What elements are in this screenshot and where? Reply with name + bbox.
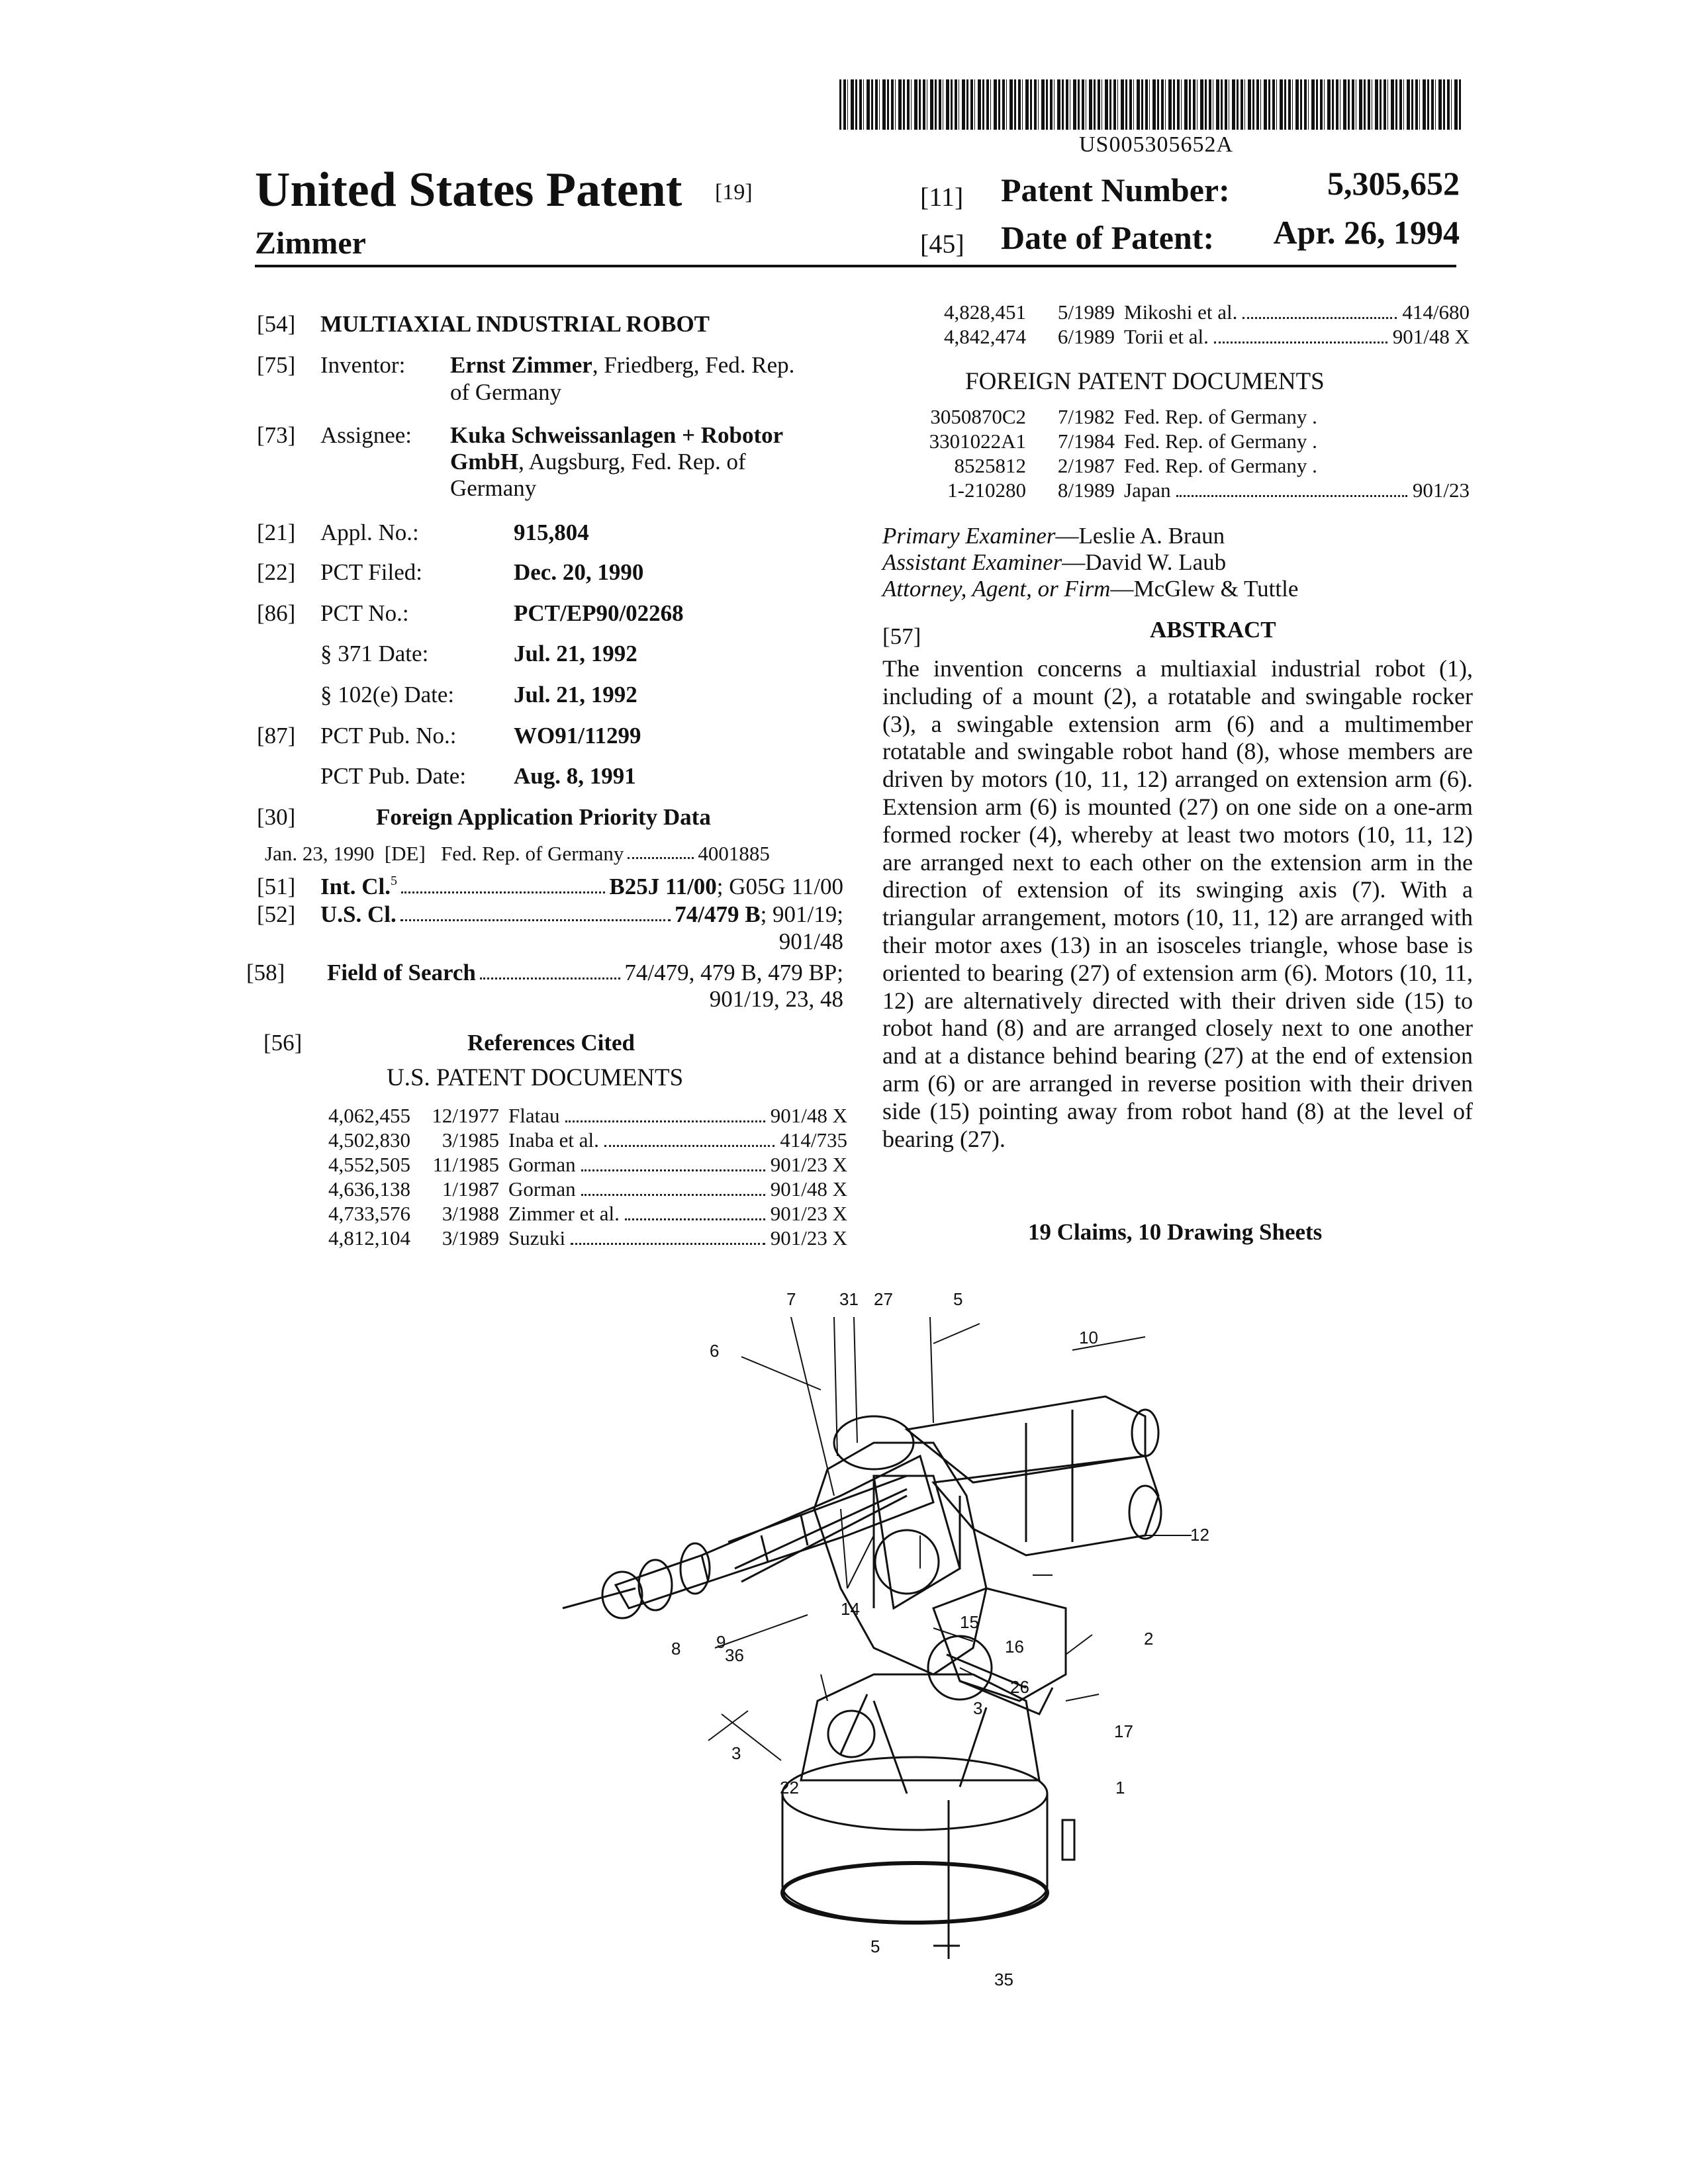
reference-name: Flatau: [508, 1104, 560, 1127]
figure-label: 16: [1005, 1637, 1024, 1657]
reference-date: 6/1989: [1057, 325, 1115, 348]
figure-label: 22: [780, 1778, 799, 1797]
figure-label: 3: [731, 1743, 741, 1763]
reference-class: 901/48 X: [770, 1104, 847, 1127]
reference-row: [907, 325, 1470, 349]
assistant-examiner: Assistant Examiner—David W. Laub: [882, 549, 1227, 575]
reference-name: Zimmer et al.: [508, 1202, 620, 1225]
assignee-name: Kuka Schweissanlagen + Robotor: [450, 422, 784, 448]
pct-pub-no-value: WO91/11299: [514, 723, 641, 749]
reference-row: [907, 405, 1470, 429]
patent-number-code: [11]: [920, 182, 964, 212]
pct-pub-date-label: PCT Pub. Date:: [320, 763, 467, 789]
reference-number: 4,842,474: [944, 325, 1026, 348]
field-54-code: [54]: [257, 311, 296, 337]
reference-name: Fed. Rep. of Germany .: [1124, 405, 1317, 428]
patent-date: Apr. 26, 1994: [1273, 214, 1460, 251]
reference-number: 3301022A1: [929, 430, 1026, 453]
reference-class: 901/23 X: [770, 1202, 847, 1225]
base-top: [782, 1757, 1047, 1830]
assignee-label: Assignee:: [320, 422, 412, 448]
attorney: Attorney, Agent, or Firm—McGlew & Tuttle: [882, 576, 1299, 602]
reference-number: 1-210280: [947, 478, 1026, 502]
reference-name: Fed. Rep. of Germany .: [1124, 430, 1317, 453]
figure-label: 5: [870, 1936, 880, 1956]
dot-leader: [604, 1128, 775, 1147]
inventor-value: Ernst Zimmer, Friedberg, Fed. Rep.: [450, 352, 795, 378]
reference-row: [907, 430, 1470, 453]
reference-date: 3/1988: [442, 1202, 499, 1225]
dot-leader: [1243, 300, 1397, 319]
s102-value: Jul. 21, 1992: [514, 682, 637, 707]
rocker-window: [874, 1476, 960, 1608]
dot-leader: [1214, 325, 1387, 343]
reference-number: 4,636,138: [328, 1177, 410, 1201]
reference-date: 3/1985: [442, 1128, 499, 1152]
reference-date: 12/1977: [432, 1104, 499, 1127]
reference-name: Inaba et al.: [508, 1128, 599, 1152]
pct-no-label: PCT No.:: [320, 600, 409, 626]
priority-title: Foreign Application Priority Data: [376, 804, 711, 830]
figure-label: 5: [953, 1289, 963, 1309]
reference-date: 5/1989: [1057, 300, 1115, 324]
reference-row: [291, 1153, 847, 1177]
field-52-code: [52]: [257, 901, 296, 927]
figure-label: 27: [874, 1289, 893, 1309]
patent-number-label: Patent Number:: [1001, 171, 1230, 208]
motor-26: [875, 1530, 939, 1594]
field-search-line2: 901/19, 23, 48: [709, 986, 843, 1012]
field-86-code: [86]: [257, 600, 296, 626]
reference-class: 901/23 X: [770, 1226, 847, 1250]
figure-label: 7: [786, 1289, 796, 1309]
reference-class: 901/23: [1412, 478, 1470, 502]
date-label: Date of Patent:: [1001, 219, 1215, 256]
reference-name: Fed. Rep. of Germany .: [1124, 454, 1317, 477]
figure-label: 36: [725, 1645, 744, 1665]
appl-no-label: Appl. No.:: [320, 520, 419, 545]
abstract-title: ABSTRACT: [1150, 617, 1276, 643]
reference-name: Gorman: [508, 1177, 576, 1201]
abstract-text: The invention concerns a multiaxial industrial robot (1), including of a mount (2), a rotatable and swingable rocker (3), a swingable extension arm (6) and a multimember rotatable and swingable robot hand (8), whose members are driven by motors (10, 11, 12) arranged on extension arm (6). Extension arm (6) is mounted (27) on one side on a one-arm formed rocker (4), whereby at least two motors (10, 11, 12) are arranged next to each other on the extension arm in the direction of extension of its swinging axis (7). With a triangular arrangement, motors (10, 11, 12) are arranged with their motor axes (13) in an isosceles triangle, whose base is oriented to bearing (27) of extension arm (6). Motors (10, 11, 12) are alternatively directed with their driven side (15) to robot hand (8) and are arranged closely next to one another and at a distance behind bearing (27) at the end of extension arm (6) or are arranged in reverse position with their driven side (15) pointing away from robot hand (8) at the level of bearing (27).: [882, 655, 1473, 1152]
figure-label: 12: [1190, 1525, 1209, 1545]
us-cl-line2: 901/48: [778, 929, 843, 954]
us-cl-row: U.S. Cl. 74/479 B ; 901/19;: [320, 901, 843, 927]
assignee-line2: GmbH, Augsburg, Fed. Rep. of: [450, 449, 746, 475]
dot-leader: [581, 1177, 765, 1196]
reference-number: 4,828,451: [944, 300, 1026, 324]
pct-pub-no-label: PCT Pub. No.:: [320, 723, 457, 749]
barcode: [839, 79, 1462, 130]
header-rule: [255, 265, 1456, 267]
figure-label: 26: [1010, 1677, 1029, 1697]
assignee-line3: Germany: [450, 475, 537, 501]
foreign-docs-title: FOREIGN PATENT DOCUMENTS: [965, 368, 1325, 395]
reference-row: [291, 1177, 847, 1201]
reference-date: 1/1987: [442, 1177, 499, 1201]
pct-pub-date-value: Aug. 8, 1991: [514, 763, 636, 789]
reference-date: 8/1989: [1057, 478, 1115, 502]
pct-no-value: PCT/EP90/02268: [514, 600, 684, 626]
reference-number: 3050870C2: [930, 405, 1026, 428]
reference-number: 8525812: [954, 454, 1026, 477]
reference-name: Suzuki: [508, 1226, 566, 1250]
figure-label: 10: [1079, 1328, 1098, 1347]
reference-class: 901/48 X: [770, 1177, 847, 1201]
reference-class: 414/735: [780, 1128, 847, 1152]
reference-date: 7/1982: [1057, 405, 1115, 428]
reference-name: Mikoshi et al.: [1124, 300, 1238, 324]
inventor-label: Inventor:: [320, 352, 406, 378]
field-56-code: [56]: [263, 1030, 303, 1056]
reference-row: [907, 454, 1470, 478]
date-code: [45]: [920, 229, 964, 259]
reference-date: 11/1985: [432, 1153, 499, 1176]
figure-label: 8: [671, 1639, 681, 1659]
figure-label: 1: [1115, 1778, 1125, 1797]
reference-name: Japan: [1124, 478, 1171, 502]
gear-hub: [828, 1711, 874, 1757]
reference-class: 901/23 X: [770, 1153, 847, 1176]
dot-leader: [625, 1202, 765, 1220]
figure-label: 31: [839, 1289, 859, 1309]
claims-line: 19 Claims, 10 Drawing Sheets: [1028, 1219, 1323, 1245]
dot-leader: [581, 1153, 765, 1171]
reference-row: [291, 1104, 847, 1128]
figure-label: 9: [716, 1632, 726, 1652]
reference-number: 4,062,455: [328, 1104, 410, 1127]
reference-date: 2/1987: [1057, 454, 1115, 477]
pct-filed-label: PCT Filed:: [320, 559, 422, 585]
figure-label: 17: [1114, 1721, 1133, 1741]
base-ring: [782, 1863, 1047, 1923]
inventor-surname: Zimmer: [255, 226, 366, 261]
us-docs-title: U.S. PATENT DOCUMENTS: [387, 1064, 684, 1091]
dot-leader: [1176, 478, 1407, 497]
document-title: United States Patent: [255, 163, 682, 217]
figure-label: 2: [1144, 1629, 1154, 1649]
figure-label: 3: [973, 1698, 983, 1718]
reference-name: Torii et al.: [1124, 325, 1209, 348]
field-30-code: [30]: [257, 804, 296, 830]
reference-row: [907, 478, 1470, 502]
base-cylinder: [782, 1794, 1047, 1923]
reference-date: 3/1989: [442, 1226, 499, 1250]
s371-label: § 371 Date:: [320, 641, 429, 666]
reference-number: 4,812,104: [328, 1226, 410, 1250]
reference-number: 4,502,830: [328, 1128, 410, 1152]
s371-value: Jul. 21, 1992: [514, 641, 637, 666]
field-75-code: [75]: [257, 352, 296, 378]
patent-number: 5,305,652: [1327, 165, 1460, 202]
field-22-code: [22]: [257, 559, 296, 585]
reference-name: Gorman: [508, 1153, 576, 1176]
field-58-code: [58]: [246, 960, 285, 985]
figure-label: 35: [994, 1970, 1013, 1989]
reference-row: [907, 300, 1470, 324]
field-21-code: [21]: [257, 520, 296, 545]
reference-number: 4,552,505: [328, 1153, 410, 1176]
int-cl-row: Int. Cl. 5 B25J 11/00 ; G05G 11/00: [320, 874, 843, 899]
appl-no-value: 915,804: [514, 520, 589, 545]
reference-row: [291, 1128, 847, 1152]
base-connector: [1062, 1820, 1074, 1860]
reference-number: 4,733,576: [328, 1202, 410, 1225]
reference-row: [291, 1226, 847, 1250]
reference-class: 414/680: [1402, 300, 1470, 324]
invention-title: MULTIAXIAL INDUSTRIAL ROBOT: [320, 311, 710, 337]
reference-row: [291, 1202, 847, 1226]
field-73-code: [73]: [257, 422, 296, 448]
dot-leader: [571, 1226, 765, 1245]
dot-leader: [565, 1104, 765, 1122]
pct-filed-value: Dec. 20, 1990: [514, 559, 644, 585]
document-number: US005305652A: [1079, 132, 1234, 157]
priority-row: Jan. 23, 1990 [DE] Fed. Rep. of Germany 4001885: [265, 842, 770, 865]
title-code: [19]: [715, 180, 753, 205]
figure-label: 14: [841, 1599, 860, 1619]
abstract-code: [57]: [882, 623, 921, 649]
s102-label: § 102(e) Date:: [320, 682, 455, 707]
figure-label: 15: [960, 1612, 979, 1632]
robot-drawing: [563, 1277, 1209, 1992]
field-87-code: [87]: [257, 723, 296, 749]
field-51-code: [51]: [257, 874, 296, 899]
field-search-row: Field of Search 74/479, 479 B, 479 BP;: [327, 960, 843, 985]
figure-label: 6: [710, 1341, 720, 1361]
references-title: References Cited: [467, 1030, 635, 1056]
reference-date: 7/1984: [1057, 430, 1115, 453]
primary-examiner: Primary Examiner—Leslie A. Braun: [882, 523, 1225, 549]
inventor-country: of Germany: [450, 379, 562, 405]
reference-class: 901/48 X: [1392, 325, 1470, 348]
